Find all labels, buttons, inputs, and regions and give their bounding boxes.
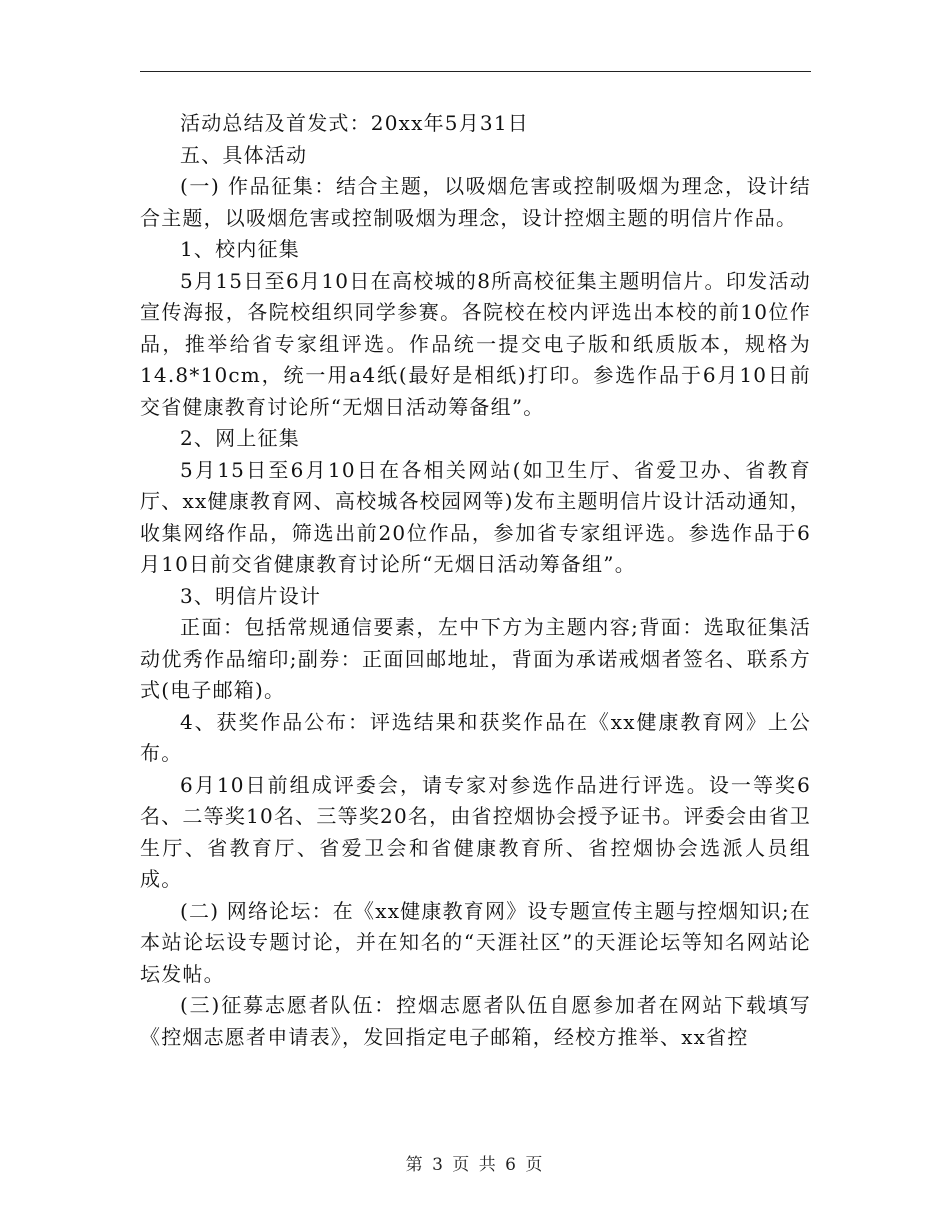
paragraph: 5月15日至6月10日在各相关网站(如卫生厅、省爱卫办、省教育厅、xx健康教育网、高校城各校园网等)发布主题明信片设计活动通知，收集网络作品，筛选出前20位作品，参加省专家组评选。参选作品于6月10日前交省健康教育讨论所“无烟日活动筹备组”。 <box>140 457 811 576</box>
header-rule <box>140 71 811 72</box>
paragraph: 4、获奖作品公布：评选结果和获奖作品在《xx健康教育网》上公布。 <box>140 709 811 765</box>
paragraph: 6月10日前组成评委会，请专家对参选作品进行评选。设一等奖6名、二等奖10名、三等奖20名，由省控烟协会授予证书。评委会由省卫生厅、省教育厅、省爱卫会和省健康教育所、省控烟协会选派人员组成。 <box>140 772 811 891</box>
subsection-heading: 2、网上征集 <box>180 426 300 450</box>
document-body <box>140 108 811 1053</box>
paragraph: 正面：包括常规通信要素，左中下方为主题内容;背面：选取征集活动优秀作品缩印;副券：正面回邮地址，背面为承诺戒烟者签名、联系方式(电子邮箱)。 <box>140 615 811 702</box>
subsection-heading: 3、明信片设计 <box>180 583 322 608</box>
page-number: 第 3 页 共 6 页 <box>405 1155 545 1175</box>
paragraph: (三)征募志愿者队伍：控烟志愿者队伍自愿参加者在网站下载填写《控烟志愿者申请表》，发回指定电子邮箱，经校方推举、xx省控 <box>140 993 811 1049</box>
paragraph: (二) 网络论坛：在《xx健康教育网》设专题宣传主题与控烟知识;在本站论坛设专题讨论，并在知名的“天涯社区”的天涯论坛等知名网站论坛发帖。 <box>140 898 811 986</box>
section-heading: 五、具体活动 <box>180 142 308 167</box>
paragraph: (一) 作品征集：结合主题，以吸烟危害或控制吸烟为理念，设计结合主题，以吸烟危害或控制吸烟为理念，设计控烟主题的明信片作品。 <box>140 174 811 230</box>
subsection-heading: 1、校内征集 <box>180 237 300 261</box>
paragraph: 5月15日至6月10日在高校城的8所高校征集主题明信片。印发活动宣传海报，各院校组织同学参赛。各院校在校内评选出本校的前10位作品，推举给省专家组评选。作品统一提交电子版和纸质版本，规格为14.8*10cm，统一用a4纸(最好是相纸)打印。参选作品于6月10日前交省健康教育讨论所“无烟日活动筹备组”。 <box>140 268 811 419</box>
paragraph: 活动总结及首发式：20xx年5月31日 <box>180 111 529 135</box>
